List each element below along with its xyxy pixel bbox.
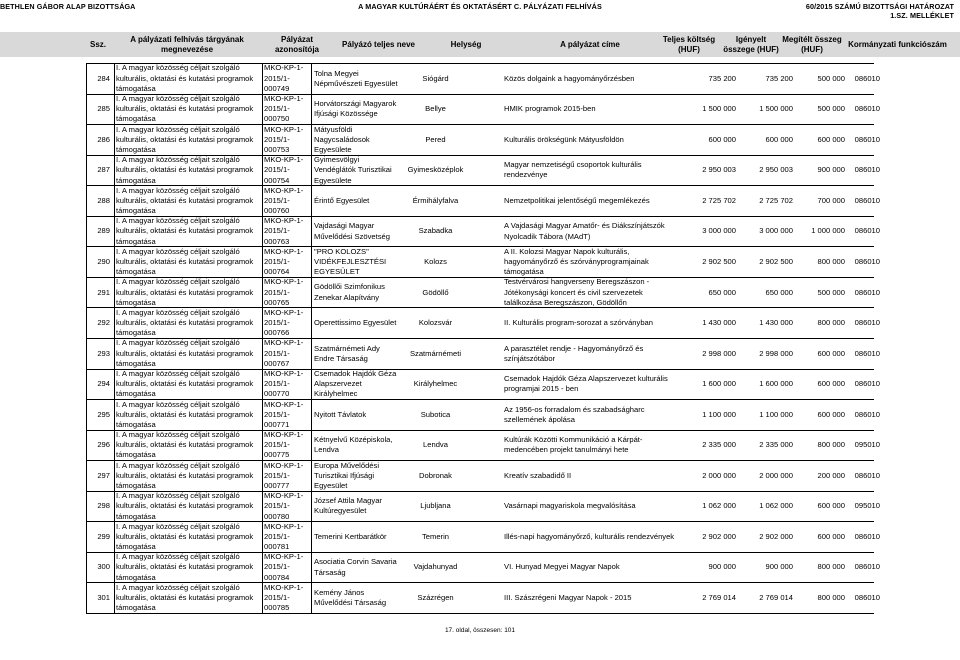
row-place: Lendva <box>423 440 448 450</box>
row-applicant: Gyimesvölgyi Vendéglátók Turisztikai Egyesülete <box>314 155 392 185</box>
row-title: Illés-napi hagyományőrző, kulturális rendezvények <box>504 531 675 541</box>
row-granted: 800 000 <box>817 593 845 603</box>
row-number: 285 <box>97 104 110 114</box>
col-header-requested: Igényelt összege (HUF) <box>723 34 779 54</box>
row-place: Vajdahunyad <box>413 562 458 572</box>
row-total-cost: 1 062 000 <box>702 501 736 511</box>
table-row <box>86 491 880 522</box>
row-granted: 800 000 <box>817 440 845 450</box>
row-requested: 2 902 000 <box>759 531 793 541</box>
row-number: 293 <box>97 348 110 358</box>
row-requested: 2 769 014 <box>759 593 793 603</box>
col-header-granted: Megítélt összeg (HUF) <box>782 34 842 54</box>
row-function-code: 086010 <box>854 593 880 603</box>
row-granted: 600 000 <box>817 501 845 511</box>
row-category: I. A magyar közösség céljait szolgáló kulturális, oktatási és kutatási programok támogatása <box>116 522 254 552</box>
row-category: I. A magyar közösség céljait szolgáló kulturális, oktatási és kutatási programok támogatása <box>116 125 254 154</box>
row-title: VI. Hunyad Megyei Magyar Napok <box>504 562 620 572</box>
row-total-cost: 2 769 014 <box>702 593 736 603</box>
col-header-sz: Ssz. <box>89 39 106 49</box>
row-applicant: Asociatia Corvin Savaria Társaság <box>314 557 397 577</box>
table-row <box>86 460 880 491</box>
row-total-cost: 3 000 000 <box>702 226 736 236</box>
row-requested: 1 430 000 <box>759 318 793 328</box>
table-row <box>86 277 880 308</box>
row-total-cost: 650 000 <box>708 287 736 297</box>
top-right-title: 60/2015 SZÁMÚ BIZOTTSÁGI HATÁROZAT <box>805 2 954 11</box>
row-place: Százrégen <box>417 593 454 603</box>
row-project-id: MKO-KP-1-2015/1-000775 <box>264 430 304 460</box>
row-applicant: Nyitott Távlatok <box>314 409 367 419</box>
row-category: I. A magyar közösség céljait szolgáló kulturális, oktatási és kutatási programok támogatása <box>116 430 254 460</box>
row-requested: 900 000 <box>765 562 793 572</box>
row-applicant: Csemadok Hajdók Géza Alapszervezet Királyhelmec <box>314 369 397 399</box>
row-number: 298 <box>97 501 110 511</box>
row-granted: 600 000 <box>817 409 845 419</box>
row-requested: 600 000 <box>765 134 793 144</box>
row-place: Gyimesközéplok <box>407 165 464 175</box>
row-granted: 700 000 <box>817 195 845 205</box>
row-applicant: Érintő Egyesület <box>314 195 370 205</box>
row-title: HMIK programok 2015-ben <box>504 104 596 114</box>
row-title: II. Kulturális program-sorozat a szórványban <box>504 318 653 328</box>
row-function-code: 086010 <box>854 287 880 297</box>
row-function-code: 086010 <box>854 531 880 541</box>
table-row <box>86 399 880 430</box>
row-requested: 3 000 000 <box>759 226 793 236</box>
row-applicant: Szatmárnémeti Ady Endre Társaság <box>314 343 380 363</box>
row-title: A II. Kolozsi Magyar Napok kulturális, hagyományőrző és szórványprogramjainak támogatása <box>504 247 649 277</box>
row-category: I. A magyar közösség céljait szolgáló kulturális, oktatási és kutatási programok támogatása <box>116 186 254 216</box>
row-function-code: 086010 <box>854 195 880 205</box>
row-place: Királyhelmec <box>413 379 458 389</box>
row-applicant: Europa Művelődési Turisztikai Ifjúsági Egyesület <box>314 461 380 491</box>
row-number: 284 <box>97 73 110 83</box>
row-granted: 600 000 <box>817 134 845 144</box>
row-granted: 600 000 <box>817 379 845 389</box>
row-title: Csemadok Hajdók Géza Alapszervezet kulturális programjai 2015 - ben <box>504 374 668 394</box>
row-applicant: Kemény János Művelődési Társaság <box>314 587 387 608</box>
row-granted: 800 000 <box>817 562 845 572</box>
table-row <box>86 369 880 400</box>
row-function-code: 086010 <box>854 165 880 175</box>
col-header-code: Kormányzati funkciószám <box>848 39 947 49</box>
row-number: 294 <box>97 379 110 389</box>
col-header-title: A pályázat címe <box>560 39 620 49</box>
row-category: I. A magyar közösség céljait szolgáló kulturális, oktatási és kutatási programok támogatása <box>116 583 254 613</box>
row-category: I. A magyar közösség céljait szolgáló kulturális, oktatási és kutatási programok támogatása <box>116 216 254 246</box>
row-applicant: Temerini Kertbarátkör <box>314 531 387 541</box>
table-row <box>86 338 880 369</box>
row-granted: 1 000 000 <box>811 226 845 236</box>
row-project-id: MKO-KP-1-2015/1-000760 <box>264 186 304 216</box>
row-granted: 800 000 <box>817 318 845 328</box>
row-place: Subotica <box>420 409 451 419</box>
row-granted: 600 000 <box>817 348 845 358</box>
row-project-id: MKO-KP-1-2015/1-000749 <box>264 64 304 93</box>
row-granted: 500 000 <box>817 287 845 297</box>
top-right-subtitle: 1.SZ. MELLÉKLET <box>890 11 954 20</box>
row-granted: 500 000 <box>817 104 845 114</box>
row-requested: 2 998 000 <box>759 348 793 358</box>
col-header-category: A pályázati felhívás tárgyának megnevezése <box>130 34 244 54</box>
row-number: 290 <box>97 256 110 266</box>
row-applicant: Vajdasági Magyar Művelődési Szövetség <box>314 221 390 241</box>
col-header-pid: Pályázat azonosítója <box>274 34 319 54</box>
page-footer: 17. oldal, összesen: 101 <box>444 627 516 634</box>
row-project-id: MKO-KP-1-2015/1-000780 <box>264 491 304 521</box>
row-requested: 1 100 000 <box>759 409 793 419</box>
row-applicant: Gödöllői Szimfonikus Zenekar Alapítvány <box>314 282 385 302</box>
row-applicant: Mátyusföldi Nagycsaládosok Egyesülete <box>314 125 370 154</box>
row-title: Testvérvárosi hangverseny Beregszászon - Jótékonysági koncert és civil szervezetek találkozása Beregszászon, Gödöllőn <box>504 277 650 307</box>
row-function-code: 095010 <box>854 501 880 511</box>
row-title: Közös dolgaink a hagyományőrzésben <box>504 73 635 83</box>
row-title: Kulturális örökségünk Mátyusföldön <box>504 134 624 144</box>
row-total-cost: 2 000 000 <box>702 470 736 480</box>
table-row <box>86 155 880 186</box>
row-number: 291 <box>97 287 110 297</box>
row-title: Kreatív szabadidő II <box>504 470 572 480</box>
row-place: Kolozsvár <box>418 318 453 328</box>
row-category: I. A magyar közösség céljait szolgáló kulturális, oktatási és kutatási programok támogatása <box>116 94 254 124</box>
row-total-cost: 2 902 500 <box>702 256 736 266</box>
row-total-cost: 2 950 003 <box>702 165 736 175</box>
row-total-cost: 1 430 000 <box>702 318 736 328</box>
row-title: Nemzetpolitikai jelentőségű megemlékezés <box>504 195 650 205</box>
row-category: I. A magyar közösség céljait szolgáló kulturális, oktatási és kutatási programok támogatása <box>116 277 254 307</box>
row-total-cost: 1 100 000 <box>702 409 736 419</box>
row-title: Az 1956-os forradalom és szabadságharc szellemének ápolása <box>504 404 645 424</box>
row-project-id: MKO-KP-1-2015/1-000781 <box>264 522 304 552</box>
top-left-title: BETHLEN GÁBOR ALAP BIZOTTSÁGA <box>0 2 136 11</box>
row-requested: 1 062 000 <box>759 501 793 511</box>
row-requested: 1 500 000 <box>759 104 793 114</box>
row-function-code: 086010 <box>854 562 880 572</box>
row-title: Kultúrák Közötti Kommunikáció a Kárpát-medencében projekt tanulmányi hete <box>504 435 643 455</box>
row-title: Vasárnapi magyariskola megvalósítása <box>504 501 636 511</box>
table-row <box>86 124 880 155</box>
row-number: 297 <box>97 470 110 480</box>
row-project-id: MKO-KP-1-2015/1-000763 <box>264 216 304 246</box>
row-project-id: MKO-KP-1-2015/1-000766 <box>264 308 304 338</box>
row-title: Magyar nemzetiségű csoportok kulturális rendezvénye <box>504 160 642 180</box>
row-applicant: József Attila Magyar Kultúregyesület <box>314 496 382 516</box>
col-header-total: Teljes költség (HUF) <box>662 34 716 54</box>
row-category: I. A magyar közösség céljait szolgáló kulturális, oktatási és kutatási programok támogatása <box>116 338 254 368</box>
row-place: Pered <box>425 134 446 144</box>
row-function-code: 095010 <box>854 440 880 450</box>
row-requested: 2 000 000 <box>759 470 793 480</box>
row-project-id: MKO-KP-1-2015/1-000754 <box>264 155 304 185</box>
row-project-id: MKO-KP-1-2015/1-000771 <box>264 400 304 429</box>
row-applicant: Horvátországi Magyarok Ifjúsági Közössége <box>314 99 397 119</box>
row-granted: 900 000 <box>817 165 845 175</box>
row-category: I. A magyar közösség céljait szolgáló kulturális, oktatási és kutatási programok támogatása <box>116 461 254 491</box>
row-applicant: Tolna Megyei Népművészeti Egyesület <box>314 68 398 88</box>
row-project-id: MKO-KP-1-2015/1-000777 <box>264 461 304 491</box>
table-row <box>86 185 880 216</box>
row-requested: 2 902 500 <box>759 256 793 266</box>
table-row <box>86 582 880 613</box>
row-category: I. A magyar közösség céljait szolgáló kulturális, oktatási és kutatási programok támogatása <box>116 247 254 277</box>
table-row <box>86 94 880 125</box>
row-category: I. A magyar közösség céljait szolgáló kulturális, oktatási és kutatási programok támogatása <box>116 369 254 399</box>
row-granted: 200 000 <box>817 470 845 480</box>
top-center-title: A MAGYAR KULTÚRÁÉRT ÉS OKTATÁSÉRT C. PÁLYÁZATI FELHÍVÁS <box>358 2 602 11</box>
row-requested: 650 000 <box>765 287 793 297</box>
row-place: Siógárd <box>422 73 449 83</box>
table-row <box>86 552 880 583</box>
row-function-code: 086010 <box>854 379 880 389</box>
row-project-id: MKO-KP-1-2015/1-000764 <box>264 247 304 277</box>
row-function-code: 086010 <box>854 134 880 144</box>
row-project-id: MKO-KP-1-2015/1-000784 <box>264 552 304 582</box>
row-total-cost: 2 998 000 <box>702 348 736 358</box>
row-place: Szabadka <box>418 226 453 236</box>
row-project-id: MKO-KP-1-2015/1-000770 <box>264 369 304 399</box>
row-place: Temerin <box>421 531 449 541</box>
table-row <box>86 246 880 277</box>
row-total-cost: 1 600 000 <box>702 379 736 389</box>
col-header-applicant: Pályázó teljes neve <box>342 39 415 49</box>
table-row <box>86 521 880 552</box>
row-applicant: Kétnyelvű Középiskola, Lendva <box>314 435 393 455</box>
table-row <box>86 307 880 338</box>
row-number: 286 <box>97 134 110 144</box>
row-requested: 735 200 <box>765 73 793 83</box>
row-function-code: 086010 <box>854 256 880 266</box>
row-function-code: 086010 <box>854 470 880 480</box>
row-applicant: Operettissimo Egyesület <box>314 318 397 328</box>
row-total-cost: 600 000 <box>708 134 736 144</box>
row-number: 300 <box>97 562 110 572</box>
row-number: 295 <box>97 409 110 419</box>
row-project-id: MKO-KP-1-2015/1-000785 <box>264 583 304 613</box>
row-title: III. Szászrégeni Magyar Napok - 2015 <box>504 593 632 603</box>
row-total-cost: 735 200 <box>708 73 736 83</box>
row-place: Szatmárnémeti <box>409 348 462 358</box>
row-title: A parasztélet rendje - Hagyományőrző és színjátszótábor <box>504 343 644 363</box>
row-category: I. A magyar közösség céljait szolgáló kulturális, oktatási és kutatási programok támogatása <box>116 155 254 185</box>
row-function-code: 086010 <box>854 409 880 419</box>
row-number: 296 <box>97 440 110 450</box>
row-granted: 600 000 <box>817 531 845 541</box>
row-total-cost: 2 902 000 <box>702 531 736 541</box>
col-header-place: Helység <box>450 39 482 49</box>
row-category: I. A magyar közösség céljait szolgáló kulturális, oktatási és kutatási programok támogatása <box>116 308 254 338</box>
row-number: 288 <box>97 195 110 205</box>
row-total-cost: 1 500 000 <box>702 104 736 114</box>
row-place: Dobronak <box>419 470 452 480</box>
row-requested: 2 725 702 <box>759 195 793 205</box>
row-function-code: 086010 <box>854 348 880 358</box>
row-granted: 500 000 <box>817 73 845 83</box>
row-place: Érmihályfalva <box>412 195 459 205</box>
row-requested: 2 950 003 <box>759 165 793 175</box>
row-function-code: 086010 <box>854 318 880 328</box>
row-total-cost: 2 335 000 <box>702 440 736 450</box>
table-row <box>86 216 880 247</box>
row-requested: 1 600 000 <box>759 379 793 389</box>
row-function-code: 086010 <box>854 104 880 114</box>
row-number: 299 <box>97 531 110 541</box>
row-place: Ljubljana <box>420 501 451 511</box>
row-number: 292 <box>97 318 110 328</box>
row-project-id: MKO-KP-1-2015/1-000767 <box>264 338 304 368</box>
row-number: 301 <box>97 593 110 603</box>
row-function-code: 086010 <box>854 73 880 83</box>
row-place: Gödöllő <box>422 287 449 297</box>
row-category: I. A magyar közösség céljait szolgáló kulturális, oktatási és kutatási programok támogatása <box>116 400 254 429</box>
row-category: I. A magyar közösség céljait szolgáló kulturális, oktatási és kutatási programok támogatása <box>116 64 254 93</box>
row-granted: 800 000 <box>817 256 845 266</box>
row-function-code: 086010 <box>854 226 880 236</box>
table-row <box>86 63 880 94</box>
row-number: 289 <box>97 226 110 236</box>
row-title: A Vajdasági Magyar Amatőr- és Diákszínjátszók Nyolcadik Tábora (MAdT) <box>504 221 665 241</box>
table-border-bottom <box>86 613 874 614</box>
row-category: I. A magyar közösség céljait szolgáló kulturális, oktatási és kutatási programok támogatása <box>116 552 254 582</box>
row-project-id: MKO-KP-1-2015/1-000753 <box>264 125 304 154</box>
row-total-cost: 900 000 <box>708 562 736 572</box>
row-project-id: MKO-KP-1-2015/1-000765 <box>264 277 304 307</box>
table-row <box>86 430 880 461</box>
row-requested: 2 335 000 <box>759 440 793 450</box>
row-number: 287 <box>97 165 110 175</box>
row-project-id: MKO-KP-1-2015/1-000750 <box>264 94 304 124</box>
row-applicant: "PRO KOLOZS" VIDÉKFEJLESZTÉSI EGYESÜLET <box>314 247 387 277</box>
row-place: Bellye <box>425 104 446 114</box>
row-category: I. A magyar közösség céljait szolgáló kulturális, oktatási és kutatási programok támogatása <box>116 491 254 521</box>
row-total-cost: 2 725 702 <box>702 195 736 205</box>
row-place: Kolozs <box>424 256 447 266</box>
